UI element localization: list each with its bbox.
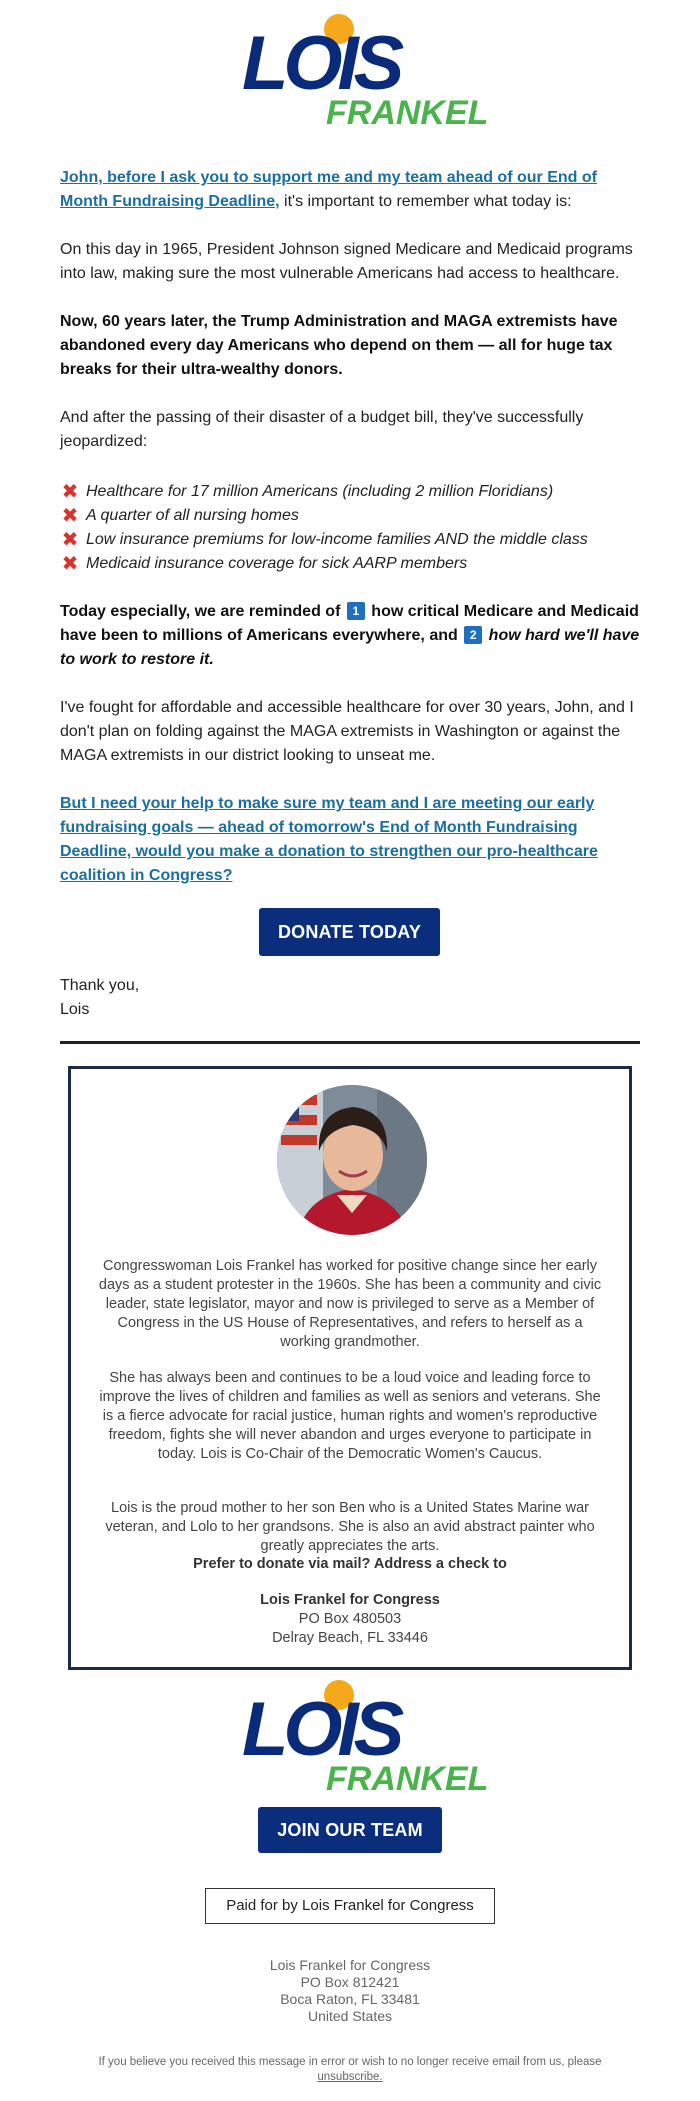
footer-address — [150, 1957, 550, 2025]
signoff-thanks: Thank you, — [60, 977, 140, 994]
list-item: ✖ Medicaid insurance coverage for sick AARP members — [61, 553, 468, 575]
logo-frankel-text: FRANKEL — [326, 1760, 489, 1798]
red-x-icon: ✖ — [61, 529, 79, 551]
budget-paragraph: And after the passing of their disaster of a budget bill, they've successfully jeopardized: — [60, 409, 584, 450]
reminded-paragraph: Today especially, we are reminded of 1 how critical Medicare and Medicaid have been to millions of Americans everywhere, and 2 how hard we'll have to work to restore it. — [60, 603, 640, 668]
list-item: ✖ Low insurance premiums for low-income families AND the middle class — [61, 529, 588, 551]
donate-today-button[interactable]: DONATE TODAY — [259, 908, 440, 956]
logo-lois-text: LOIS — [242, 21, 400, 106]
join-our-team-button[interactable]: JOIN OUR TEAM — [258, 1807, 442, 1853]
mail-recipient: Lois Frankel for Congress — [260, 1592, 440, 1608]
intro-paragraph — [60, 166, 640, 214]
bio-paragraph-2: She has always been and continues to be a loud voice and leading force to improve the lives of children and families as well as seniors and veterans. She is a fierce advocate for racial justice, human rights and women's reproductive freedom, fights she will never abandon and urges everyone to participate in today. Lois is Co-Chair of the Democratic Women's Caucus. — [99, 1370, 601, 1462]
footer-line-3: United States — [307, 2008, 393, 2024]
unsubscribe-link[interactable]: unsubscribe. — [317, 2071, 383, 2083]
portrait-image — [277, 1085, 427, 1235]
red-x-icon: ✖ — [61, 553, 79, 575]
red-x-icon: ✖ — [61, 481, 79, 503]
list-item: ✖ A quarter of all nursing homes — [61, 505, 299, 527]
number-2-icon: 2 — [464, 626, 482, 644]
bio-paragraph-3: Lois is the proud mother to her son Ben who is a United States Marine war veteran, and Lolo to her grandsons. She is also an avid abstract painter who greatly appreciates the arts. — [105, 1500, 595, 1554]
list-item: ✖ Healthcare for 17 million Americans (including 2 million Floridians) — [61, 481, 554, 503]
signoff-name: Lois — [60, 1001, 90, 1018]
mail-heading: Prefer to donate via mail? Address a check to — [193, 1556, 507, 1572]
paid-for-disclaimer: Paid for by Lois Frankel for Congress — [205, 1888, 495, 1924]
signoff — [60, 974, 640, 1022]
footer-line-1: PO Box 812421 — [300, 1974, 400, 1990]
number-1-icon: 1 — [347, 602, 365, 620]
logo-lois-text: LOIS — [242, 1687, 400, 1772]
donation-ask-link[interactable]: But I need your help to make sure my team and I are meeting our early fundraising goals — ahead of tomorrow's End of Month Fundraising Deadline, would you make a donation to strengthen our pro-healthcare coalition in Congress? — [60, 795, 598, 884]
history-paragraph: On this day in 1965, President Johnson signed Medicare and Medicaid programs into law, making sure the most vulnerable Americans had access to healthcare. — [60, 241, 633, 282]
avatar — [277, 1085, 427, 1235]
intro-link[interactable]: John, before I ask you to support me and my team ahead of our End of Month Fundraising Deadline, — [60, 169, 597, 210]
footer-org: Lois Frankel for Congress — [269, 1957, 431, 1973]
unsubscribe-note: If you believe you received this message in error or wish to no longer receive email from us, please unsubscribe. — [98, 2056, 602, 2083]
trump-paragraph: Now, 60 years later, the Trump Administration and MAGA extremists have abandoned every day Americans who depend on them — all for huge tax breaks for their ultra-wealthy donors. — [60, 313, 618, 378]
divider — [60, 1041, 640, 1044]
footer-line-2: Boca Raton, FL 33481 — [280, 1991, 420, 2007]
mail-address — [93, 1591, 607, 1648]
logo-frankel-text: FRANKEL — [326, 94, 489, 132]
intro-rest: it's important to remember what today is: — [279, 193, 572, 210]
mail-line-2: Delray Beach, FL 33446 — [272, 1630, 428, 1646]
red-x-icon: ✖ — [61, 505, 79, 527]
lois-frankel-logo[interactable] — [238, 12, 489, 132]
lois-frankel-logo[interactable] — [238, 1678, 489, 1798]
mail-line-1: PO Box 480503 — [298, 1611, 402, 1627]
ask-paragraph — [60, 792, 640, 888]
bio-paragraph-1: Congresswoman Lois Frankel has worked for positive change since her early days as a student protester in the 1960s. She has been a community and civic leader, state legislator, mayor and now is privileged to serve as a Member of Congress in the US House of Representatives, and refers to herself as a working grandmother. — [98, 1258, 602, 1350]
bio-box — [68, 1066, 632, 1670]
fought-paragraph: I've fought for affordable and accessible healthcare for over 30 years, John, and I don't plan on folding against the MAGA extremists in Washington or against the MAGA extremists in our district looking to unseat me. — [60, 699, 634, 764]
jeopardized-list — [60, 480, 640, 576]
